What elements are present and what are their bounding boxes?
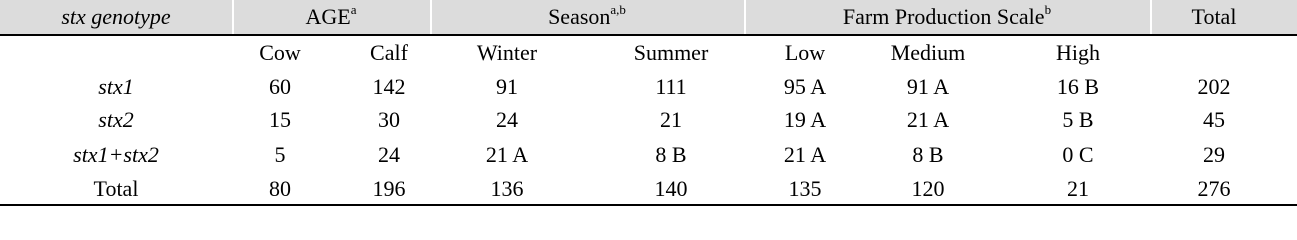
row-genotype: stx1+stx2 [73,142,159,167]
cell-calf: 24 [378,142,400,167]
cell-low: 21 A [783,142,827,167]
cell-calf: 30 [378,107,400,132]
cell-calf: 142 [372,74,406,99]
bottom-rule [0,204,1297,206]
header-farm-scale-footnote: b [1044,1,1052,17]
header-separator [232,0,234,34]
cell-summer: 140 [654,176,688,201]
cell-cow: 15 [269,107,291,132]
cell-cow: 60 [269,74,291,99]
header-total: Total [1191,4,1237,29]
header-season-footnote: a,b [610,1,626,17]
subheader-winter: Winter [476,40,538,65]
subheader-calf: Calf [370,40,408,65]
header-season-label: Season [548,4,611,29]
cell-winter: 136 [490,176,524,201]
cell-cow: 5 [274,142,286,167]
cell-summer: 8 B [655,142,687,167]
header-season [548,1,626,30]
subheader-high: High [1056,40,1100,65]
header-separator [1150,0,1152,34]
header-rule [0,34,1297,36]
subheader-low: Low [784,40,826,65]
cell-high: 16 B [1056,74,1100,99]
cell-medium: 120 [911,176,945,201]
cell-low: 19 A [783,107,827,132]
cell-summer: 111 [655,74,687,99]
header-band [0,0,1297,34]
header-genotype: stx genotype [61,4,171,29]
cell-winter: 24 [496,107,518,132]
cell-total: 202 [1197,74,1231,99]
cell-winter: 21 A [485,142,529,167]
cell-low: 135 [788,176,822,201]
header-farm-scale [842,1,1052,30]
cell-high: 0 C [1062,142,1094,167]
cell-calf: 196 [372,176,406,201]
cell-total: 45 [1203,107,1225,132]
header-separator [430,0,432,34]
row-total-label: Total [93,176,139,201]
header-separator [744,0,746,34]
row-genotype: stx2 [98,107,134,132]
cell-summer: 21 [660,107,682,132]
cell-medium: 21 A [906,107,950,132]
subheader-medium: Medium [890,40,966,65]
header-farm-scale-label: Farm Production Scale [842,4,1045,29]
cell-high: 5 B [1062,107,1094,132]
header-age-footnote: a [350,1,357,17]
cell-winter: 91 [496,74,518,99]
row-genotype: stx1 [98,74,134,99]
cell-medium: 91 A [906,74,950,99]
cell-high: 21 [1067,176,1089,201]
header-age [305,1,357,30]
cell-total: 276 [1197,176,1231,201]
header-age-label: AGE [305,4,351,29]
cell-total: 29 [1203,142,1225,167]
subheader-cow: Cow [259,40,301,65]
cell-medium: 8 B [912,142,944,167]
cell-low: 95 A [783,74,827,99]
subheader-summer: Summer [633,40,709,65]
cell-cow: 80 [269,176,291,201]
